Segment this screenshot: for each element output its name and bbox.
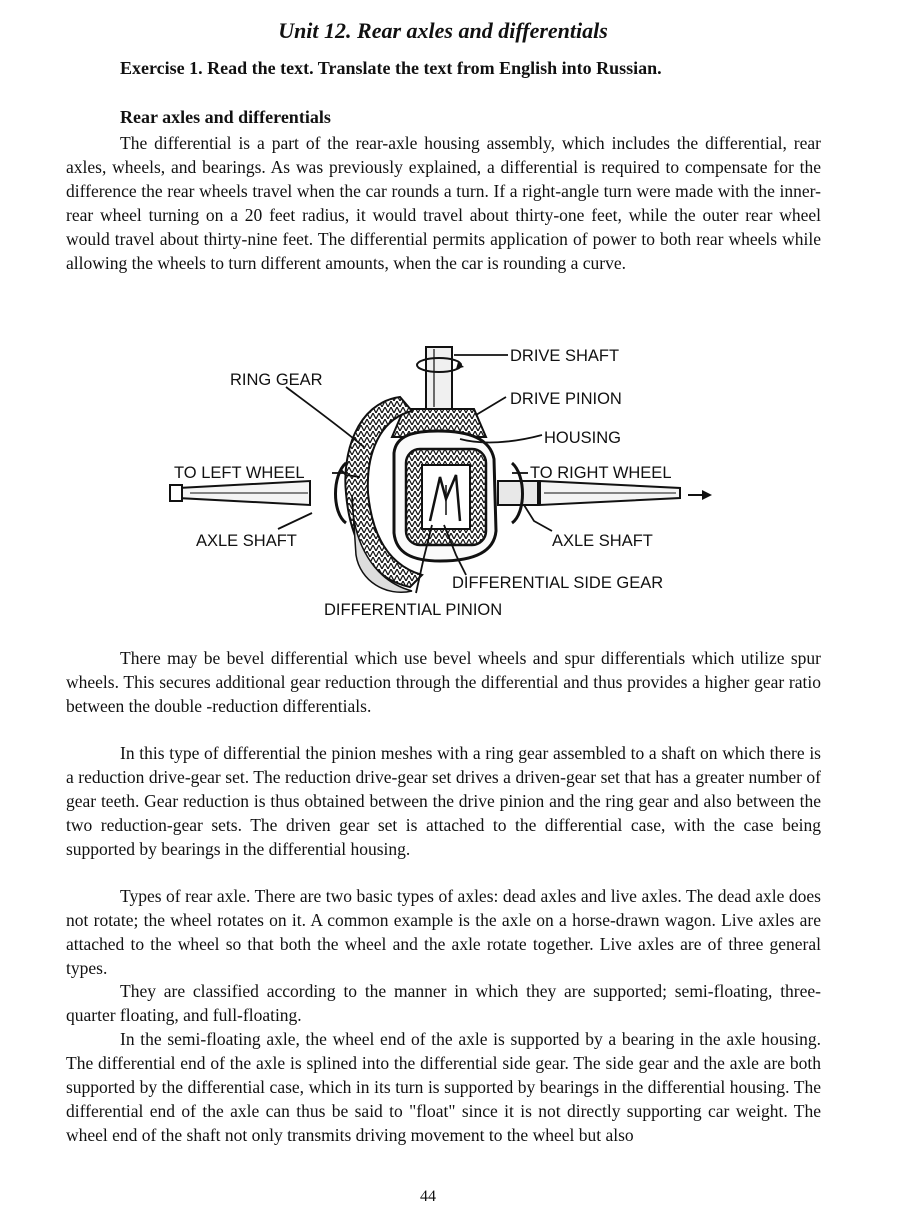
differential-diagram	[160, 335, 720, 625]
section-heading: Rear axles and differentials	[120, 107, 331, 127]
differential-diagram-svg	[160, 335, 720, 625]
left-axle-shaft	[170, 481, 310, 505]
label-drive-pinion: DRIVE PINION	[510, 390, 622, 408]
paragraph: Types of rear axle. There are two basic types of axles: dead axles and live axles. The dead axle does not rotate; the wheel rotates on it. A common example is the axle on a horse-drawn wagon. Live axles are attached to the wheel so that both the wheel and the axle rotate together. Live axles are of three general types.	[66, 886, 821, 978]
page-number: 44	[420, 1188, 436, 1205]
label-axle-shaft-right: AXLE SHAFT	[552, 532, 653, 550]
paragraph: In the semi-floating axle, the wheel end of the axle is supported by a bearing in the axle housing. The differential end of the axle is splined into the differential side gear. The side gear and the axle are both supported by the differential case, which in its turn is supported by bearings in the differential housing. The differential end of the axle can thus be said to "float" since it is not directly supporting car weight. The wheel end of the shaft not only transmits driving movement to the wheel but also	[66, 1029, 821, 1145]
paragraph: There may be bevel differential which use bevel wheels and spur differentials which utilize spur wheels. This secures additional gear reduction through the differential and thus provides a higher gear ratio between the double -reduction differentials.	[66, 648, 821, 716]
label-to-left-wheel: TO LEFT WHEEL	[174, 464, 305, 482]
label-axle-shaft-left: AXLE SHAFT	[196, 532, 297, 550]
label-housing: HOUSING	[544, 429, 622, 447]
left-bearing-bracket	[336, 463, 347, 523]
direction-arrow-icon	[688, 490, 712, 500]
label-drive-shaft: DRIVE SHAFT	[510, 347, 620, 365]
label-differential-side-gear: DIFFERENTIAL SIDE GEAR	[452, 574, 664, 592]
exercise-instruction: Exercise 1. Read the text. Translate the text from English into Russian.	[120, 58, 662, 78]
differential-housing	[394, 431, 496, 561]
paragraph: They are classified according to the manner in which they are supported; semi-floating, three-quarter floating, and full-floating.	[66, 981, 821, 1025]
unit-title: Unit 12. Rear axles and differentials	[278, 18, 608, 43]
right-axle-shaft	[498, 481, 680, 505]
paragraph: In this type of differential the pinion meshes with a ring gear assembled to a shaft on which there is a reduction drive-gear set. The reduction drive-gear set drives a driven-gear set that has a greater number of gear teeth. Gear reduction is thus obtained between the drive pinion and the ring gear and also between the two reduction-gear sets. The driven gear set is attached to the differential case, with the case being supported by bearings in the differential housing.	[66, 743, 821, 859]
drive-shaft	[417, 347, 464, 409]
label-ring-gear: RING GEAR	[230, 371, 323, 389]
label-differential-pinion: DIFFERENTIAL PINION	[324, 601, 503, 619]
paragraph: The differential is a part of the rear-axle housing assembly, which includes the differential, rear axles, wheels, and bearings. As was previously explained, a differential is required to compensate for the difference the rear wheels travel when the car rounds a turn. If a right-angle turn were made with the inner-rear wheel turning on a 20 feet radius, it would travel about thirty-one feet, while the outer rear wheel would travel about thirty-nine feet. The differential permits application of power to both rear wheels while allowing the wheels to turn different amounts, when the car is rounding a curve.	[66, 133, 821, 273]
label-to-right-wheel: TO RIGHT WHEEL	[530, 464, 672, 482]
